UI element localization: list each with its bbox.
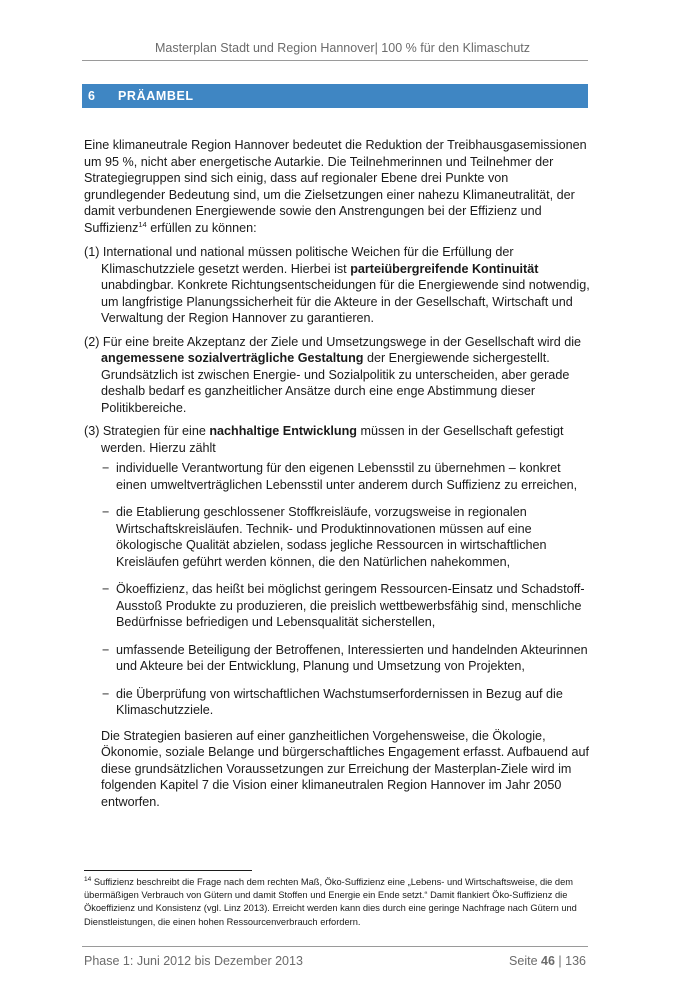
emphasis-text: angemessene sozialverträgliche Gestaltung	[101, 351, 364, 365]
total-pages: 136	[565, 954, 586, 968]
running-header: Masterplan Stadt und Region Hannover| 100 % für den Klimaschutz	[155, 41, 530, 55]
emphasis-text: parteiübergreifende Kontinuität	[350, 261, 539, 276]
closing-paragraph: Die Strategien basieren auf einer ganzheitlichen Vorgehensweise, die Ökologie, Ökonomie, soziale Belange und bürgerschaftliches Engagement erfasst. Aufbauend auf diese grundsätzlichen Voraussetzungen zur Erreichung der Masterplan-Ziele wird im folgenden Kapitel 7 die Vision einer klimaneutralen Region Hannover im Jahr 2050 entworfen.	[101, 728, 589, 809]
intro-paragraph: Eine klimaneutrale Region Hannover bedeutet die Reduktion der Treibhausgasemissionen um 95 %, nicht aber energetische Autarkie. Die Teilnehmerinnen und Teilnehmer der Strategiegruppen sind sich einig, dass auf regionaler Ebene drei Punkte von grundlegender Bedeutung sind, um die Zielsetzungen einer nahezu Klimaneutralität, der damit verbundenen Energiewende sowie den Anstrengungen bei der Effizienz und Suffizienz$^{14}$ erfüllen zu können:	[84, 138, 587, 235]
numbered-point-3: (3) Strategien für eine nachhaltige Entwicklung müssen in der Gesellschaft gefestigt werden. Hierzu zählt	[84, 424, 564, 455]
list-item: − umfassende Beteiligung der Betroffenen, Interessierten und handelnden Akteurinnen und Akteure bei der Entwicklung, Planung und Umsetzung von Projekten,	[116, 642, 590, 675]
numbered-point-2: (2) Für eine breite Akzeptanz der Ziele und Umsetzungswege in der Gesellschaft wird die angemessene sozialverträgliche Gestaltung der Energiewende sichergestellt. Grundsätzlich ist zwischen Energie- und Sozialpolitik zu unterscheiden, aber gerade deshalb bedarf es ganzheitlicher Ansätze durch eine enge Abstimmung dieser Politikbereiche.	[84, 334, 582, 415]
body-text	[84, 137, 590, 810]
emphasis-text: nachhaltige Entwicklung	[209, 424, 357, 438]
chapter-heading	[82, 84, 588, 108]
header-rule	[82, 60, 588, 61]
page-number: Seite 46 | 136	[509, 954, 586, 968]
list-item: − die Etablierung geschlossener Stoffkreisläufe, vorzugsweise in regionalen Wirtschaftskreisläufen. Technik- und Produktinnovationen müssen auf eine ökologische Qualität abzielen, sodass jegliche Ressourcen in wirtschaftlichen Kreisläufen geführt werden können, die den Natürlichen nahekommen,	[116, 504, 590, 570]
footer-phase: Phase 1: Juni 2012 bis Dezember 2013	[84, 954, 303, 968]
chapter-number: 6	[88, 89, 96, 103]
dash-list	[84, 460, 590, 719]
list-item: − die Überprüfung von wirtschaftlichen Wachstumserfordernissen in Bezug auf die Klimaschutzziele.	[116, 686, 590, 719]
footnote-text: Suffizienz beschreibt die Frage nach dem rechten Maß, Öko-Suffizienz eine „Lebens- und Wirtschaftsweise, die dem übermäßigen Verbrauch von Gütern und damit Stoffen und Energie ein Ende setzt.“ Damit flankiert Öko-Suffizienz die Ökoeffizienz und Konsistenz (vgl. Linz 2013). Erreicht werden kann dies durch eine geringe Nachfrage nach Gütern und Dienstleistungen, die einen hohen Ressourcenverbrauch erfordern.	[84, 877, 577, 927]
footnote-number: 14	[84, 876, 92, 883]
current-page: 46	[541, 954, 555, 968]
footnote-ref[interactable]: 14	[138, 219, 147, 229]
list-item: − Ökoeffizienz, das heißt bei möglichst geringem Ressourcen-Einsatz und Schadstoff-Ausstoß Produkte zu produzieren, die preislich wettbewerbsfähig sind, menschliche Bedürfnisse befriedigen und Lebensqualität sicherstellen,	[116, 581, 590, 631]
list-item: − individuelle Verantwortung für den eigenen Lebensstil zu übernehmen – konkret einen umweltverträglichen Lebensstil unter anderem durch Suffizienz zu erreichen,	[116, 460, 590, 493]
footnote-rule	[84, 870, 252, 871]
footnote	[84, 876, 584, 929]
numbered-point-1: (1) International und national müssen politische Weichen für die Erfüllung der Klimaschutzziele gesetzt werden. Hierbei ist parteiübergreifende Kontinuität unabdingbar. Konkrete Richtungsentscheidungen für die Energiewende sind notwendig, um langfristige Planungssicherheit für die Akteure in der Gesellschaft, Wirtschaft und Verwaltung der Region Hannover zu garantieren.	[84, 245, 590, 325]
footer-rule	[82, 946, 588, 947]
chapter-title: PRÄAMBEL	[118, 89, 194, 103]
